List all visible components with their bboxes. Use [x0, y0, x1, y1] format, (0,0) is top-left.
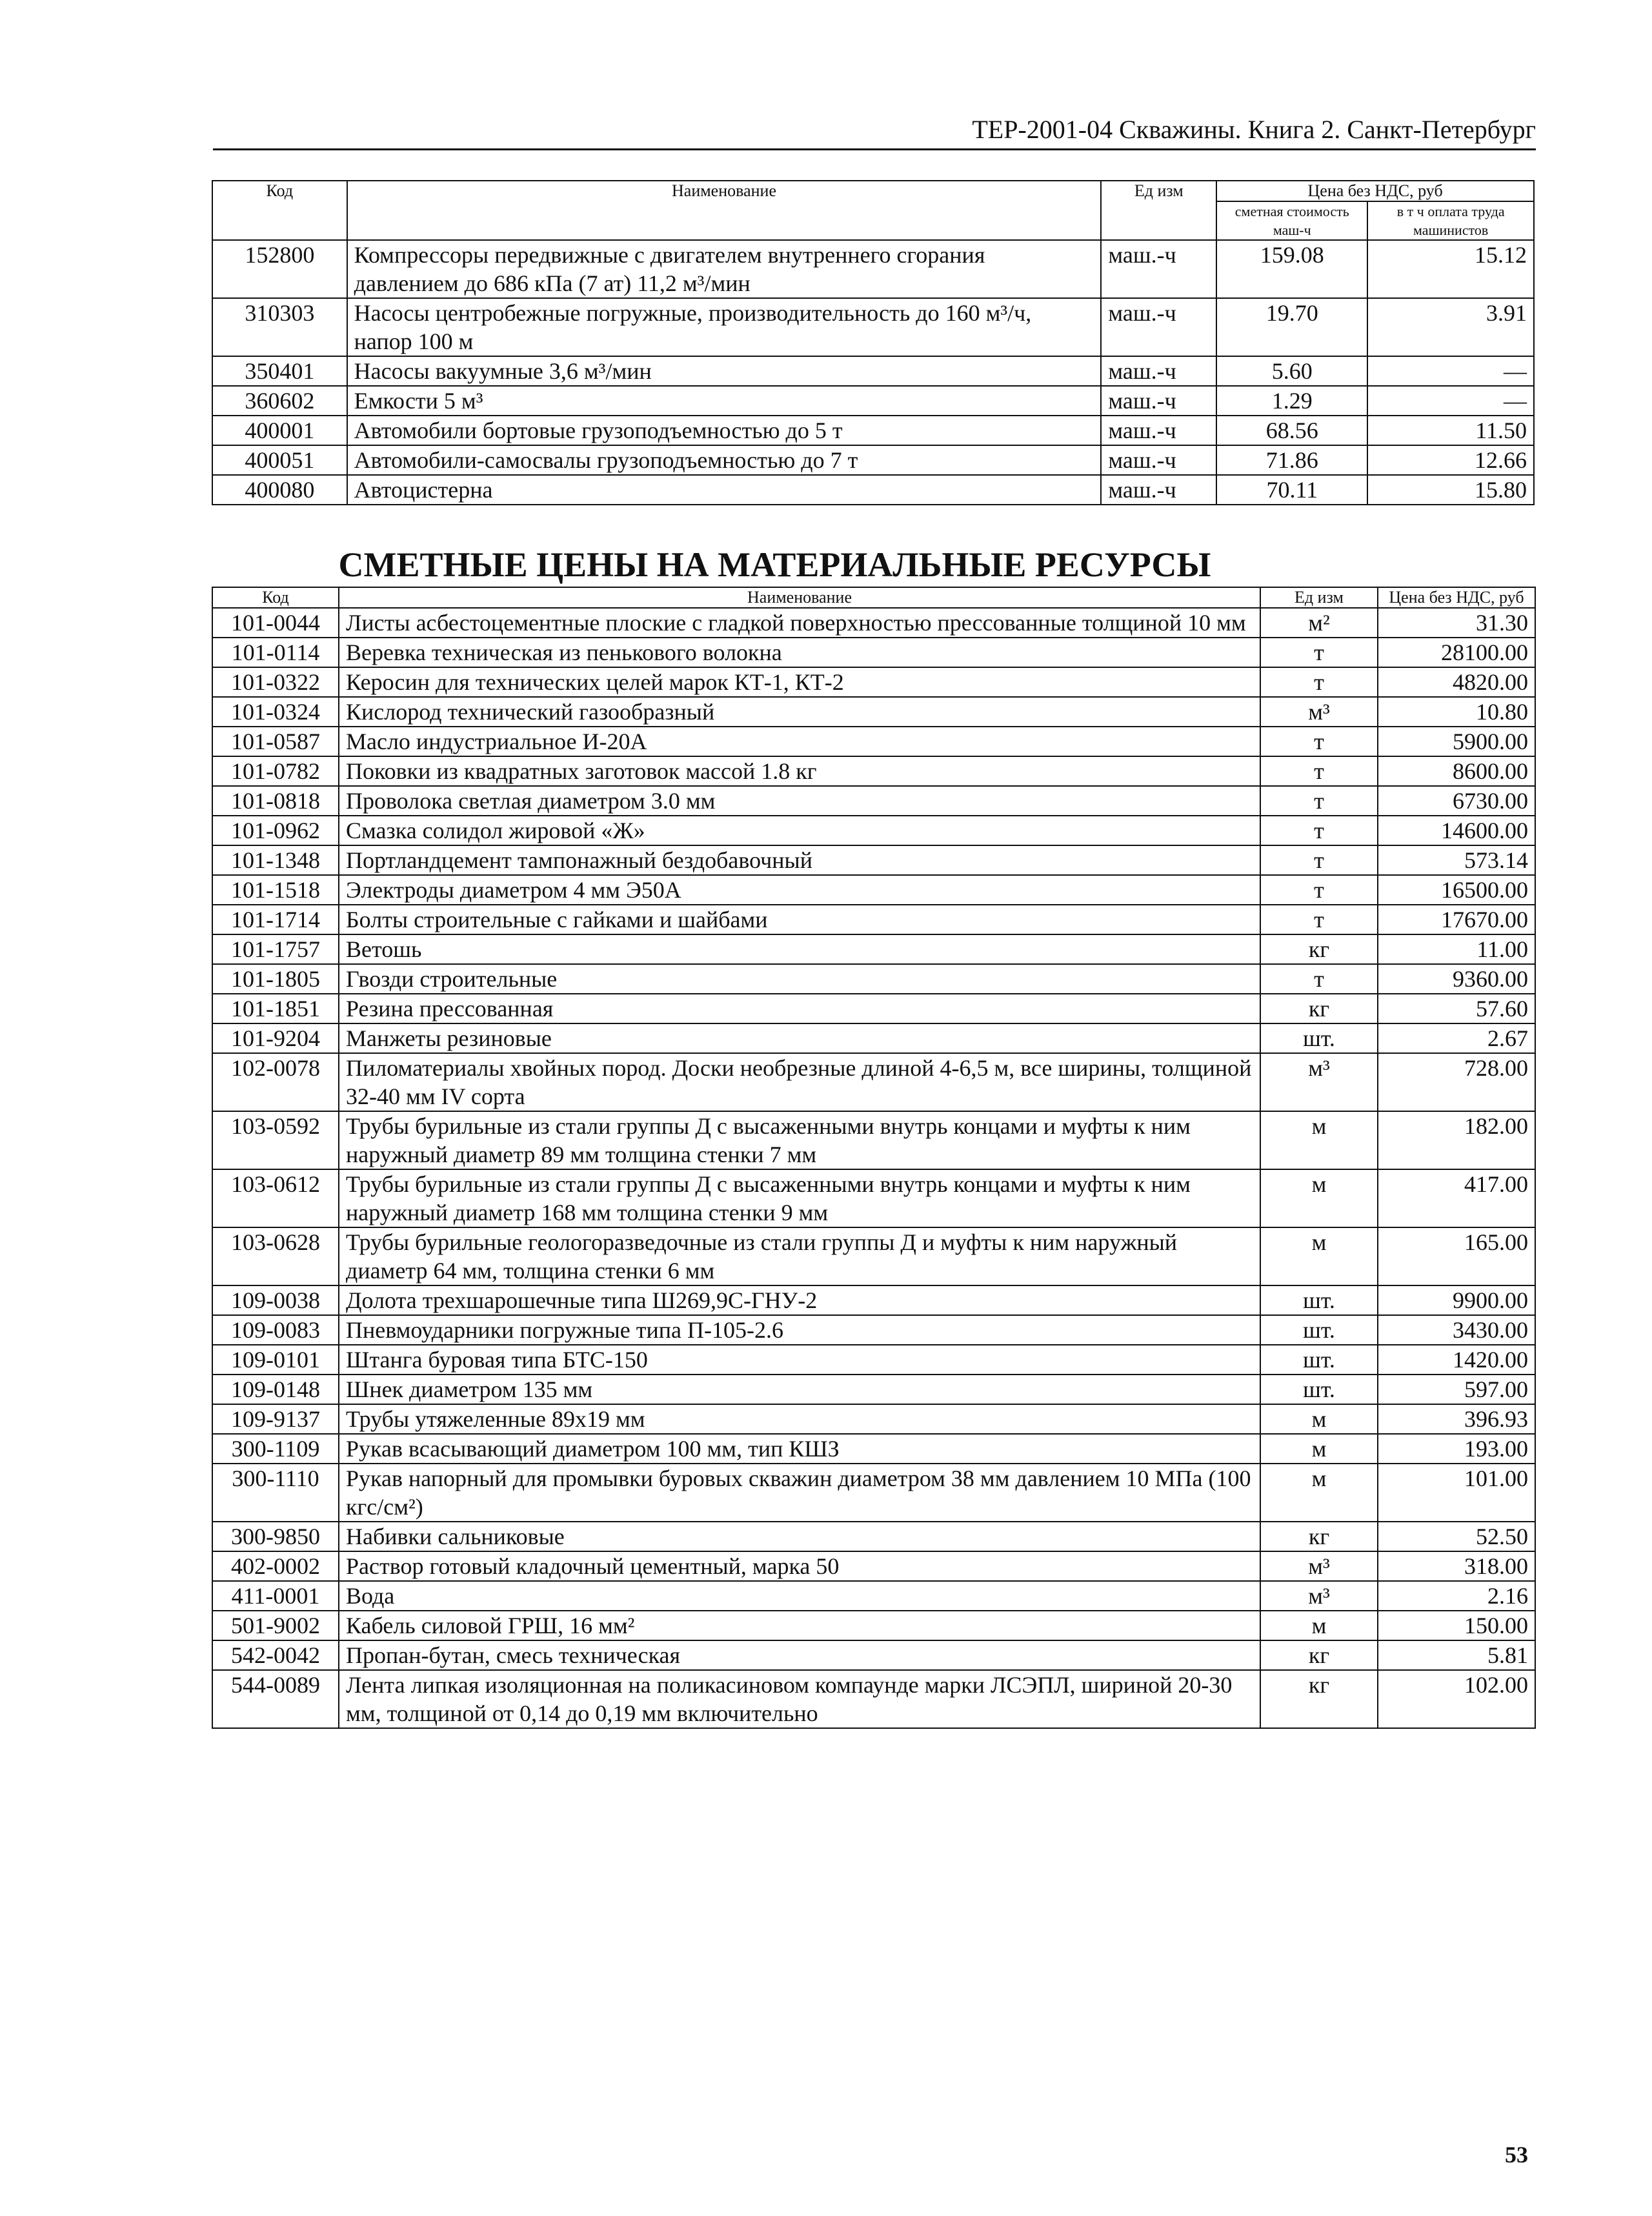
row-unit: шт.	[1260, 1315, 1378, 1345]
table-row	[212, 1670, 1535, 1728]
row-name: Рукав всасывающий диаметром 100 мм, тип КШЗ	[339, 1434, 1260, 1464]
row-code: 109-0101	[212, 1345, 339, 1375]
table-row	[212, 905, 1535, 934]
row-unit: т	[1260, 964, 1378, 994]
row-unit: т	[1260, 845, 1378, 875]
row-unit: м	[1260, 1611, 1378, 1640]
table-row	[212, 786, 1535, 816]
row-price: 14600.00	[1378, 816, 1535, 845]
row-unit: кг	[1260, 1640, 1378, 1670]
row-unit: т	[1260, 638, 1378, 667]
row-name: Кислород технический газообразный	[339, 697, 1260, 727]
row-name: Кабель силовой ГРШ, 16 мм²	[339, 1611, 1260, 1640]
row-code: 109-0148	[212, 1375, 339, 1404]
row-code: 101-1348	[212, 845, 339, 875]
row-unit: т	[1260, 816, 1378, 845]
row-code: 101-0044	[212, 608, 339, 638]
row-code: 402-0002	[212, 1551, 339, 1581]
row-name: Проволока светлая диаметром 3.0 мм	[339, 786, 1260, 816]
row-code: 109-0038	[212, 1285, 339, 1315]
row-code: 101-0962	[212, 816, 339, 845]
row-wage: —	[1367, 386, 1534, 416]
row-code: 411-0001	[212, 1581, 339, 1611]
row-code: 101-0322	[212, 667, 339, 697]
row-unit: м³	[1260, 1053, 1378, 1111]
row-name: Емкости 5 м³	[347, 386, 1102, 416]
col-name-header: Наименование	[339, 587, 1260, 608]
row-price: 9360.00	[1378, 964, 1535, 994]
row-code: 101-1805	[212, 964, 339, 994]
row-name: Долота трехшарошечные типа Ш269,9С-ГНУ-2	[339, 1285, 1260, 1315]
row-unit: маш.-ч	[1101, 356, 1216, 386]
row-price: 9900.00	[1378, 1285, 1535, 1315]
row-unit: м	[1260, 1434, 1378, 1464]
row-unit: маш.-ч	[1101, 240, 1216, 298]
row-price: 57.60	[1378, 994, 1535, 1023]
row-unit: т	[1260, 905, 1378, 934]
row-name: Лента липкая изоляционная на поликасиновом компаунде марки ЛСЭПЛ, шириной 20-30 мм, толщиной от 0,14 до 0,19 мм включительно	[339, 1670, 1260, 1728]
row-unit: м²	[1260, 608, 1378, 638]
row-name: Гвозди строительные	[339, 964, 1260, 994]
table-row	[212, 638, 1535, 667]
row-code: 501-9002	[212, 1611, 339, 1640]
row-name: Шнек диаметром 135 мм	[339, 1375, 1260, 1404]
row-unit: м	[1260, 1404, 1378, 1434]
table-row	[212, 445, 1534, 475]
row-wage: 15.12	[1367, 240, 1534, 298]
row-name: Пропан-бутан, смесь техническая	[339, 1640, 1260, 1670]
row-price: 101.00	[1378, 1464, 1535, 1522]
table-row	[212, 1522, 1535, 1551]
materials-table-header	[212, 587, 1535, 608]
row-price: 2.67	[1378, 1023, 1535, 1053]
machines-table-header	[212, 181, 1534, 240]
row-price: 396.93	[1378, 1404, 1535, 1434]
row-code: 101-1714	[212, 905, 339, 934]
row-cost: 5.60	[1216, 356, 1367, 386]
table-row	[212, 1315, 1535, 1345]
row-name: Пневмоударники погружные типа П-105-2.6	[339, 1315, 1260, 1345]
table-row	[212, 416, 1534, 445]
row-wage: 11.50	[1367, 416, 1534, 445]
row-code: 102-0078	[212, 1053, 339, 1111]
row-unit: м	[1260, 1227, 1378, 1285]
machines-table	[212, 180, 1535, 505]
row-name: Штанга буровая типа БТС-150	[339, 1345, 1260, 1375]
row-code: 101-1757	[212, 934, 339, 964]
row-code: 103-0592	[212, 1111, 339, 1169]
row-price: 4820.00	[1378, 667, 1535, 697]
row-price: 16500.00	[1378, 875, 1535, 905]
table-row	[212, 994, 1535, 1023]
row-unit: маш.-ч	[1101, 445, 1216, 475]
col-unit-header: Ед изм	[1260, 587, 1378, 608]
row-wage: 12.66	[1367, 445, 1534, 475]
table-row	[212, 240, 1534, 298]
row-price: 52.50	[1378, 1522, 1535, 1551]
row-name: Насосы центробежные погружные, производительность до 160 м³/ч, напор 100 м	[347, 298, 1102, 356]
row-code: 103-0628	[212, 1227, 339, 1285]
row-unit: т	[1260, 667, 1378, 697]
table-row	[212, 1111, 1535, 1169]
row-code: 101-1851	[212, 994, 339, 1023]
row-unit: маш.-ч	[1101, 416, 1216, 445]
table-row	[212, 356, 1534, 386]
row-price: 10.80	[1378, 697, 1535, 727]
row-unit: кг	[1260, 934, 1378, 964]
row-unit: маш.-ч	[1101, 298, 1216, 356]
table-row	[212, 1227, 1535, 1285]
row-name: Керосин для технических целей марок КТ-1, КТ-2	[339, 667, 1260, 697]
table-row	[212, 475, 1534, 505]
running-header	[213, 110, 1536, 150]
row-code: 109-9137	[212, 1404, 339, 1434]
table-row	[212, 1169, 1535, 1227]
table-row	[212, 1375, 1535, 1404]
row-name: Трубы бурильные геологоразведочные из стали группы Д и муфты к ним наружный диаметр 64 мм, толщина стенки 6 мм	[339, 1227, 1260, 1285]
row-price: 8600.00	[1378, 756, 1535, 786]
table-row	[212, 816, 1535, 845]
table-row	[212, 934, 1535, 964]
row-price: 318.00	[1378, 1551, 1535, 1581]
row-wage: 15.80	[1367, 475, 1534, 505]
table-row	[212, 1581, 1535, 1611]
table-row	[212, 756, 1535, 786]
row-price: 102.00	[1378, 1670, 1535, 1728]
row-price: 597.00	[1378, 1375, 1535, 1404]
row-name: Трубы бурильные из стали группы Д с высаженными внутрь концами и муфты к ним наружный диаметр 168 мм толщина стенки 9 мм	[339, 1169, 1260, 1227]
table-row	[212, 386, 1534, 416]
row-unit: м	[1260, 1464, 1378, 1522]
header-title: ТЕР-2001-04 Скважины. Книга 2. Санкт-Петербург	[972, 115, 1536, 144]
row-price: 11.00	[1378, 934, 1535, 964]
row-code: 101-0587	[212, 727, 339, 756]
row-code: 101-9204	[212, 1023, 339, 1053]
row-name: Электроды диаметром 4 мм Э50А	[339, 875, 1260, 905]
table-row	[212, 608, 1535, 638]
row-price: 6730.00	[1378, 786, 1535, 816]
row-unit: шт.	[1260, 1023, 1378, 1053]
section-title: СМЕТНЫЕ ЦЕНЫ НА МАТЕРИАЛЬНЫЕ РЕСУРСЫ	[338, 545, 1211, 584]
row-name: Веревка техническая из пенькового волокна	[339, 638, 1260, 667]
col-unit-header: Ед изм	[1101, 181, 1216, 240]
row-name: Набивки сальниковые	[339, 1522, 1260, 1551]
table-row	[212, 1023, 1535, 1053]
table-row	[212, 1404, 1535, 1434]
row-price: 193.00	[1378, 1434, 1535, 1464]
row-name: Трубы утяжеленные 89х19 мм	[339, 1404, 1260, 1434]
row-wage: 3.91	[1367, 298, 1534, 356]
row-name: Вода	[339, 1581, 1260, 1611]
row-code: 400051	[212, 445, 347, 475]
row-unit: маш.-ч	[1101, 386, 1216, 416]
col-code-header: Код	[212, 181, 347, 240]
row-code: 300-1109	[212, 1434, 339, 1464]
row-unit: шт.	[1260, 1345, 1378, 1375]
row-unit: кг	[1260, 994, 1378, 1023]
row-code: 350401	[212, 356, 347, 386]
row-code: 300-9850	[212, 1522, 339, 1551]
row-price: 3430.00	[1378, 1315, 1535, 1345]
row-price: 5.81	[1378, 1640, 1535, 1670]
row-unit: м³	[1260, 1581, 1378, 1611]
table-row	[212, 1611, 1535, 1640]
row-price: 573.14	[1378, 845, 1535, 875]
row-cost: 68.56	[1216, 416, 1367, 445]
table-row	[212, 845, 1535, 875]
row-code: 310303	[212, 298, 347, 356]
row-code: 400001	[212, 416, 347, 445]
row-code: 400080	[212, 475, 347, 505]
row-code: 101-1518	[212, 875, 339, 905]
row-unit: м	[1260, 1169, 1378, 1227]
row-cost: 70.11	[1216, 475, 1367, 505]
table-row	[212, 1464, 1535, 1522]
row-cost: 1.29	[1216, 386, 1367, 416]
row-name: Резина прессованная	[339, 994, 1260, 1023]
row-cost: 71.86	[1216, 445, 1367, 475]
row-code: 152800	[212, 240, 347, 298]
row-price: 728.00	[1378, 1053, 1535, 1111]
row-cost: 159.08	[1216, 240, 1367, 298]
table-row	[212, 697, 1535, 727]
row-name: Насосы вакуумные 3,6 м³/мин	[347, 356, 1102, 386]
row-name: Масло индустриальное И-20А	[339, 727, 1260, 756]
row-price: 31.30	[1378, 608, 1535, 638]
row-unit: т	[1260, 875, 1378, 905]
table-row	[212, 1640, 1535, 1670]
row-code: 300-1110	[212, 1464, 339, 1522]
page-number: 53	[1505, 2142, 1528, 2168]
row-wage: —	[1367, 356, 1534, 386]
row-name: Болты строительные с гайками и шайбами	[339, 905, 1260, 934]
row-name: Рукав напорный для промывки буровых скважин диаметром 38 мм давлением 10 МПа (100 кгс/см²)	[339, 1464, 1260, 1522]
row-price: 28100.00	[1378, 638, 1535, 667]
materials-table-body	[212, 608, 1535, 1728]
row-name: Листы асбестоцементные плоские с гладкой поверхностью прессованные толщиной 10 мм	[339, 608, 1260, 638]
row-unit: маш.-ч	[1101, 475, 1216, 505]
table-row	[212, 298, 1534, 356]
table-row	[212, 1285, 1535, 1315]
row-code: 542-0042	[212, 1640, 339, 1670]
row-unit: шт.	[1260, 1375, 1378, 1404]
row-name: Автоцистерна	[347, 475, 1102, 505]
table-row	[212, 1551, 1535, 1581]
row-code: 544-0089	[212, 1670, 339, 1728]
row-price: 182.00	[1378, 1111, 1535, 1169]
row-code: 101-0324	[212, 697, 339, 727]
row-name: Портландцемент тампонажный бездобавочный	[339, 845, 1260, 875]
table-row	[212, 727, 1535, 756]
row-unit: т	[1260, 786, 1378, 816]
table-row	[212, 1053, 1535, 1111]
row-unit: м³	[1260, 697, 1378, 727]
table-row	[212, 875, 1535, 905]
col-wage-header: в т ч оплата труда машинистов	[1367, 201, 1534, 240]
row-price: 150.00	[1378, 1611, 1535, 1640]
row-name: Компрессоры передвижные с двигателем внутреннего сгорания давлением до 686 кПа (7 ат) 11,2 м³/мин	[347, 240, 1102, 298]
materials-table	[212, 587, 1536, 1729]
row-unit: м³	[1260, 1551, 1378, 1581]
row-name: Ветошь	[339, 934, 1260, 964]
row-code: 109-0083	[212, 1315, 339, 1345]
row-name: Раствор готовый кладочный цементный, марка 50	[339, 1551, 1260, 1581]
col-price-header: Цена без НДС, руб	[1216, 181, 1534, 201]
col-code-header: Код	[212, 587, 339, 608]
row-name: Трубы бурильные из стали группы Д с высаженными внутрь концами и муфты к ним наружный диаметр 89 мм толщина стенки 7 мм	[339, 1111, 1260, 1169]
row-price: 5900.00	[1378, 727, 1535, 756]
row-code: 360602	[212, 386, 347, 416]
row-cost: 19.70	[1216, 298, 1367, 356]
row-code: 101-0782	[212, 756, 339, 786]
col-name-header: Наименование	[347, 181, 1102, 240]
row-price: 17670.00	[1378, 905, 1535, 934]
table-row	[212, 1345, 1535, 1375]
row-price: 1420.00	[1378, 1345, 1535, 1375]
row-name: Автомобили бортовые грузоподъемностью до 5 т	[347, 416, 1102, 445]
row-price: 417.00	[1378, 1169, 1535, 1227]
col-price-header: Цена без НДС, руб	[1378, 587, 1535, 608]
table-row	[212, 667, 1535, 697]
row-unit: кг	[1260, 1670, 1378, 1728]
table-row	[212, 1434, 1535, 1464]
machines-table-body	[212, 240, 1534, 505]
row-unit: кг	[1260, 1522, 1378, 1551]
row-unit: т	[1260, 756, 1378, 786]
row-unit: м	[1260, 1111, 1378, 1169]
row-name: Пиломатериалы хвойных пород. Доски необрезные длиной 4-6,5 м, все ширины, толщиной 32-40 мм IV сорта	[339, 1053, 1260, 1111]
row-price: 165.00	[1378, 1227, 1535, 1285]
row-name: Поковки из квадратных заготовок массой 1.8 кг	[339, 756, 1260, 786]
row-code: 101-0114	[212, 638, 339, 667]
row-code: 103-0612	[212, 1169, 339, 1227]
table-row	[212, 964, 1535, 994]
row-code: 101-0818	[212, 786, 339, 816]
row-name: Смазка солидол жировой «Ж»	[339, 816, 1260, 845]
row-name: Манжеты резиновые	[339, 1023, 1260, 1053]
row-name: Автомобили-самосвалы грузоподъемностью до 7 т	[347, 445, 1102, 475]
row-price: 2.16	[1378, 1581, 1535, 1611]
col-cost-header: сметная стоимость маш-ч	[1216, 201, 1367, 240]
row-unit: т	[1260, 727, 1378, 756]
row-unit: шт.	[1260, 1285, 1378, 1315]
